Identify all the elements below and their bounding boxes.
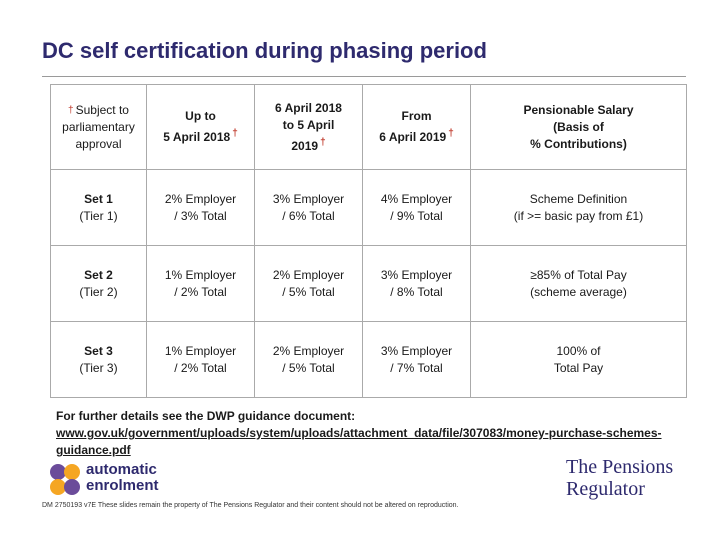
salary-basis-cell: 100% of Total Pay	[471, 322, 687, 398]
guidance-note	[56, 408, 696, 459]
set-label-cell: Set 3 (Tier 3)	[51, 322, 147, 398]
col-header-up-to: Up to 5 April 2018 †	[147, 85, 255, 170]
guidance-intro: For further details see the DWP guidance document:	[56, 409, 356, 423]
ae-logo-circle-orange	[64, 464, 80, 480]
dagger-symbol: †	[320, 136, 326, 148]
dagger-symbol: †	[232, 128, 238, 139]
rate-cell: 3% Employer / 7% Total	[363, 322, 471, 398]
rate-cell: 1% Employer / 2% Total	[147, 322, 255, 398]
table-row	[51, 246, 687, 322]
dagger-symbol: †	[448, 128, 454, 139]
automatic-enrolment-wordmark: automatic enrolment	[86, 461, 159, 494]
ae-logo-circle-purple	[50, 464, 66, 480]
phasing-table	[50, 84, 687, 398]
dagger-symbol: †	[68, 104, 74, 116]
salary-basis-cell: Scheme Definition (if >= basic pay from £1)	[471, 170, 687, 246]
rate-cell: 2% Employer / 5% Total	[255, 322, 363, 398]
set-label-cell: Set 1 (Tier 1)	[51, 170, 147, 246]
page-title: DC self certification during phasing period	[42, 38, 487, 63]
pensions-regulator-logo: The Pensions Regulator	[566, 456, 674, 500]
col-header-phase-2: 6 April 2018 to 5 April 2019 †	[255, 85, 363, 170]
guidance-link[interactable]: www.gov.uk/government/uploads/system/uploads/attachment_data/file/307083/money-purchase-schemes-guidance.pdf	[56, 426, 662, 457]
rate-cell: 3% Employer / 6% Total	[255, 170, 363, 246]
rate-cell: 1% Employer / 2% Total	[147, 246, 255, 322]
rate-cell: 3% Employer / 8% Total	[363, 246, 471, 322]
col-header-pensionable-salary: Pensionable Salary (Basis of % Contributions)	[471, 85, 687, 170]
table-row	[51, 322, 687, 398]
table-header-row	[51, 85, 687, 170]
rate-cell: 4% Employer / 9% Total	[363, 170, 471, 246]
table-row	[51, 170, 687, 246]
approval-note-cell	[51, 85, 147, 170]
footer-disclaimer: DM 2750193 v7E These slides remain the property of The Pensions Regulator and their content should not be altered on reproduction.	[42, 502, 459, 509]
ae-logo-circle-orange	[50, 479, 66, 495]
set-label-cell: Set 2 (Tier 2)	[51, 246, 147, 322]
salary-basis-cell: ≥85% of Total Pay (scheme average)	[471, 246, 687, 322]
col-header-from: From 6 April 2019 †	[363, 85, 471, 170]
rate-cell: 2% Employer / 3% Total	[147, 170, 255, 246]
approval-note: Subject to parliamentary approval	[62, 102, 135, 151]
ae-logo-circle-purple	[64, 479, 80, 495]
rate-cell: 2% Employer / 5% Total	[255, 246, 363, 322]
title-divider	[42, 76, 686, 77]
